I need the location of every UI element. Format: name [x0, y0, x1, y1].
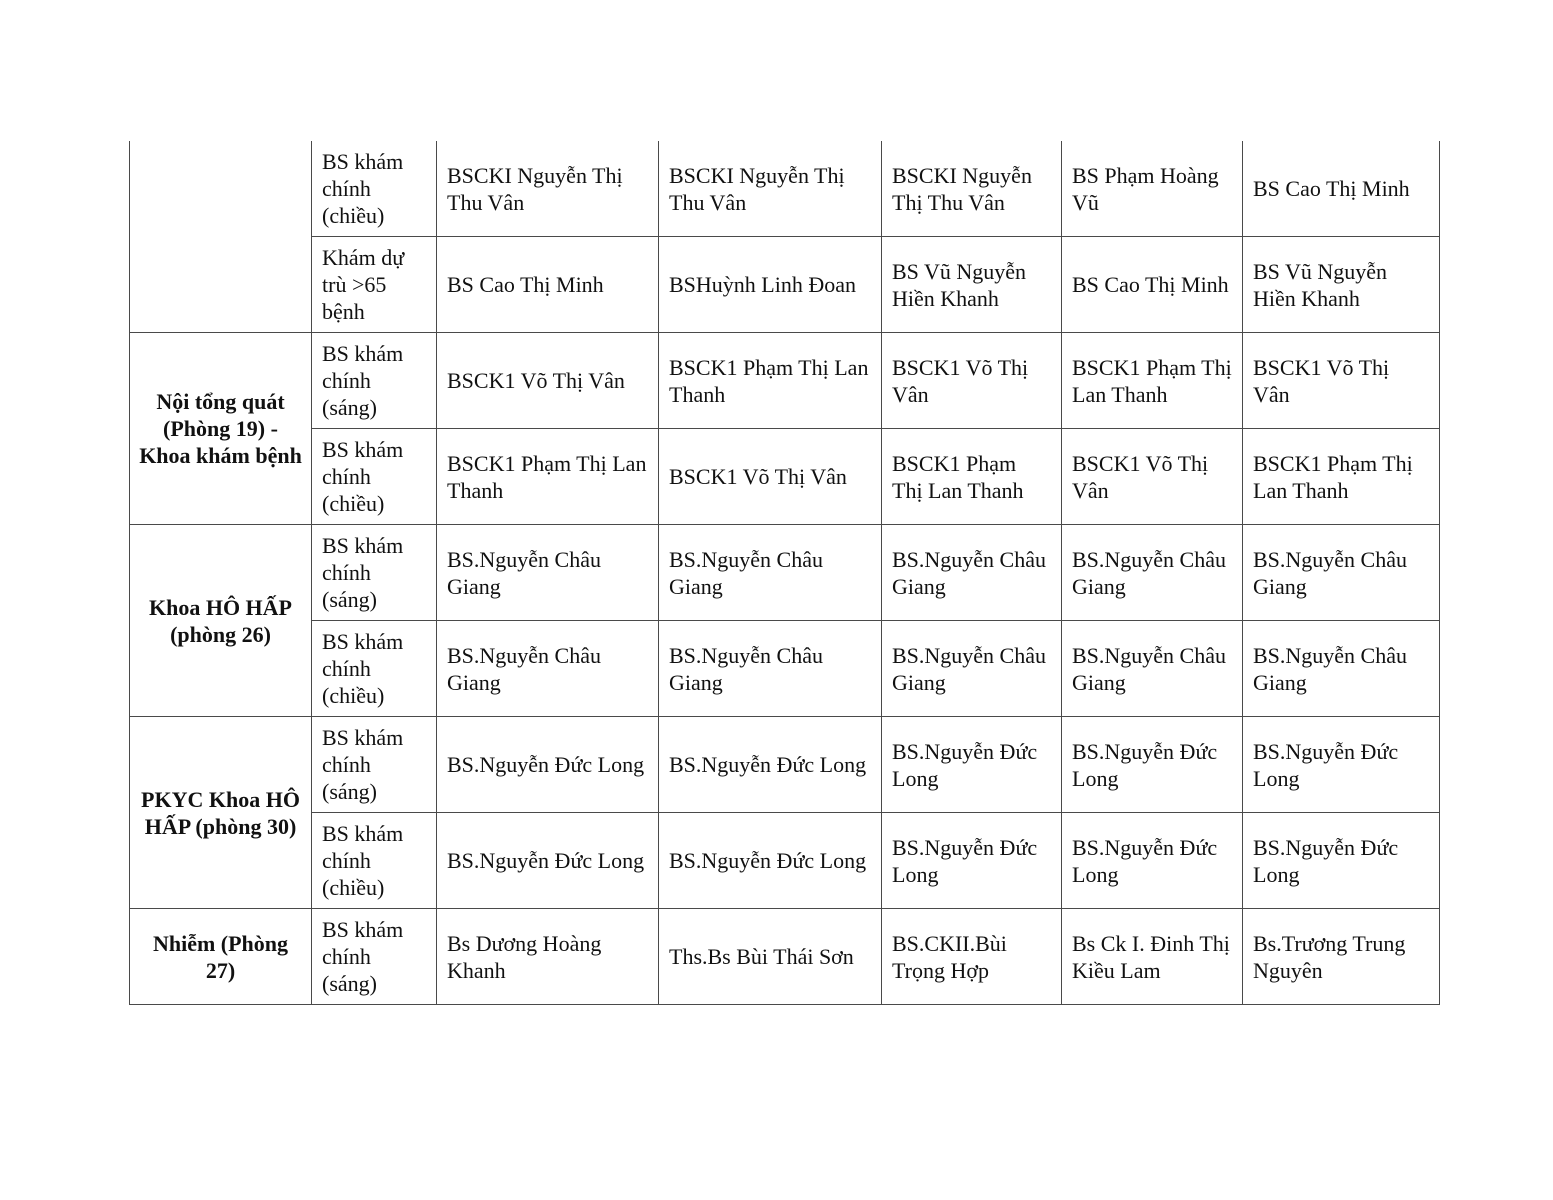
doctor-cell: BSCK1 Phạm Thị Lan Thanh: [1243, 429, 1440, 525]
doctor-cell: BSCK1 Phạm Thị Lan Thanh: [1062, 333, 1243, 429]
doctor-cell: BSCK1 Võ Thị Vân: [437, 333, 659, 429]
doctor-schedule-table: [129, 141, 1440, 1005]
table-row: [130, 621, 1440, 717]
doctor-cell: Bs.Trương Trung Nguyên: [1243, 909, 1440, 1005]
doctor-cell: BS.Nguyễn Châu Giang: [1243, 525, 1440, 621]
doctor-cell: BS.Nguyễn Châu Giang: [1243, 621, 1440, 717]
doctor-cell: BS.Nguyễn Đức Long: [659, 813, 882, 909]
shift-cell: BS khám chính (chiều): [312, 813, 437, 909]
table-row: [130, 141, 1440, 237]
doctor-cell: BSCK1 Võ Thị Vân: [1243, 333, 1440, 429]
doctor-cell: BSCKI Nguyễn Thị Thu Vân: [659, 141, 882, 237]
doctor-cell: BSCK1 Võ Thị Vân: [882, 333, 1062, 429]
doctor-cell: BS.Nguyễn Châu Giang: [882, 525, 1062, 621]
doctor-cell: BSCKI Nguyễn Thị Thu Vân: [437, 141, 659, 237]
shift-cell: BS khám chính (chiều): [312, 141, 437, 237]
doctor-cell: BS.Nguyễn Đức Long: [437, 717, 659, 813]
doctor-cell: BS Cao Thị Minh: [437, 237, 659, 333]
doctor-cell: BS Vũ Nguyễn Hiền Khanh: [882, 237, 1062, 333]
doctor-cell: BS.Nguyễn Đức Long: [1062, 717, 1243, 813]
department-cell: Khoa HÔ HẤP (phòng 26): [130, 525, 312, 717]
table-row: [130, 333, 1440, 429]
department-cell: [130, 141, 312, 333]
doctor-cell: BS.Nguyễn Đức Long: [882, 813, 1062, 909]
table-row: [130, 909, 1440, 1005]
table-row: [130, 813, 1440, 909]
table-row: [130, 237, 1440, 333]
shift-cell: BS khám chính (sáng): [312, 717, 437, 813]
department-cell: PKYC Khoa HÔ HẤP (phòng 30): [130, 717, 312, 909]
doctor-cell: BS Cao Thị Minh: [1243, 141, 1440, 237]
doctor-cell: BS.Nguyễn Đức Long: [437, 813, 659, 909]
doctor-cell: BS.Nguyễn Đức Long: [882, 717, 1062, 813]
doctor-cell: Bs Ck I. Đinh Thị Kiều Lam: [1062, 909, 1243, 1005]
doctor-cell: BSCK1 Phạm Thị Lan Thanh: [659, 333, 882, 429]
doctor-cell: BS.Nguyễn Châu Giang: [659, 525, 882, 621]
doctor-cell: BS.Nguyễn Châu Giang: [1062, 621, 1243, 717]
doctor-cell: BSCK1 Võ Thị Vân: [659, 429, 882, 525]
shift-cell: BS khám chính (sáng): [312, 333, 437, 429]
doctor-cell: BS.Nguyễn Châu Giang: [1062, 525, 1243, 621]
doctor-cell: BS.Nguyễn Đức Long: [1062, 813, 1243, 909]
doctor-cell: BSCKI Nguyễn Thị Thu Vân: [882, 141, 1062, 237]
doctor-cell: Ths.Bs Bùi Thái Sơn: [659, 909, 882, 1005]
table-row: [130, 717, 1440, 813]
shift-cell: Khám dự trù >65 bệnh: [312, 237, 437, 333]
doctor-cell: BS.Nguyễn Châu Giang: [882, 621, 1062, 717]
doctor-cell: BS Phạm Hoàng Vũ: [1062, 141, 1243, 237]
department-cell: Nội tổng quát (Phòng 19) - Khoa khám bệnh: [130, 333, 312, 525]
shift-cell: BS khám chính (chiều): [312, 621, 437, 717]
shift-cell: BS khám chính (sáng): [312, 525, 437, 621]
doctor-cell: BSCK1 Võ Thị Vân: [1062, 429, 1243, 525]
doctor-cell: BS Cao Thị Minh: [1062, 237, 1243, 333]
doctor-cell: BSHuỳnh Linh Đoan: [659, 237, 882, 333]
doctor-cell: BS.Nguyễn Châu Giang: [437, 621, 659, 717]
table-row: [130, 429, 1440, 525]
doctor-cell: BS.Nguyễn Đức Long: [1243, 717, 1440, 813]
doctor-cell: BSCK1 Phạm Thị Lan Thanh: [437, 429, 659, 525]
table-row: [130, 525, 1440, 621]
doctor-cell: BS.Nguyễn Châu Giang: [659, 621, 882, 717]
shift-cell: BS khám chính (sáng): [312, 909, 437, 1005]
schedule-body: [130, 141, 1440, 1005]
doctor-cell: BSCK1 Phạm Thị Lan Thanh: [882, 429, 1062, 525]
doctor-cell: BS.Nguyễn Châu Giang: [437, 525, 659, 621]
doctor-cell: BS.Nguyễn Đức Long: [659, 717, 882, 813]
doctor-cell: BS.Nguyễn Đức Long: [1243, 813, 1440, 909]
doctor-cell: BS.CKII.Bùi Trọng Hợp: [882, 909, 1062, 1005]
doctor-cell: BS Vũ Nguyễn Hiền Khanh: [1243, 237, 1440, 333]
shift-cell: BS khám chính (chiều): [312, 429, 437, 525]
department-cell: Nhiễm (Phòng 27): [130, 909, 312, 1005]
doctor-cell: Bs Dương Hoàng Khanh: [437, 909, 659, 1005]
